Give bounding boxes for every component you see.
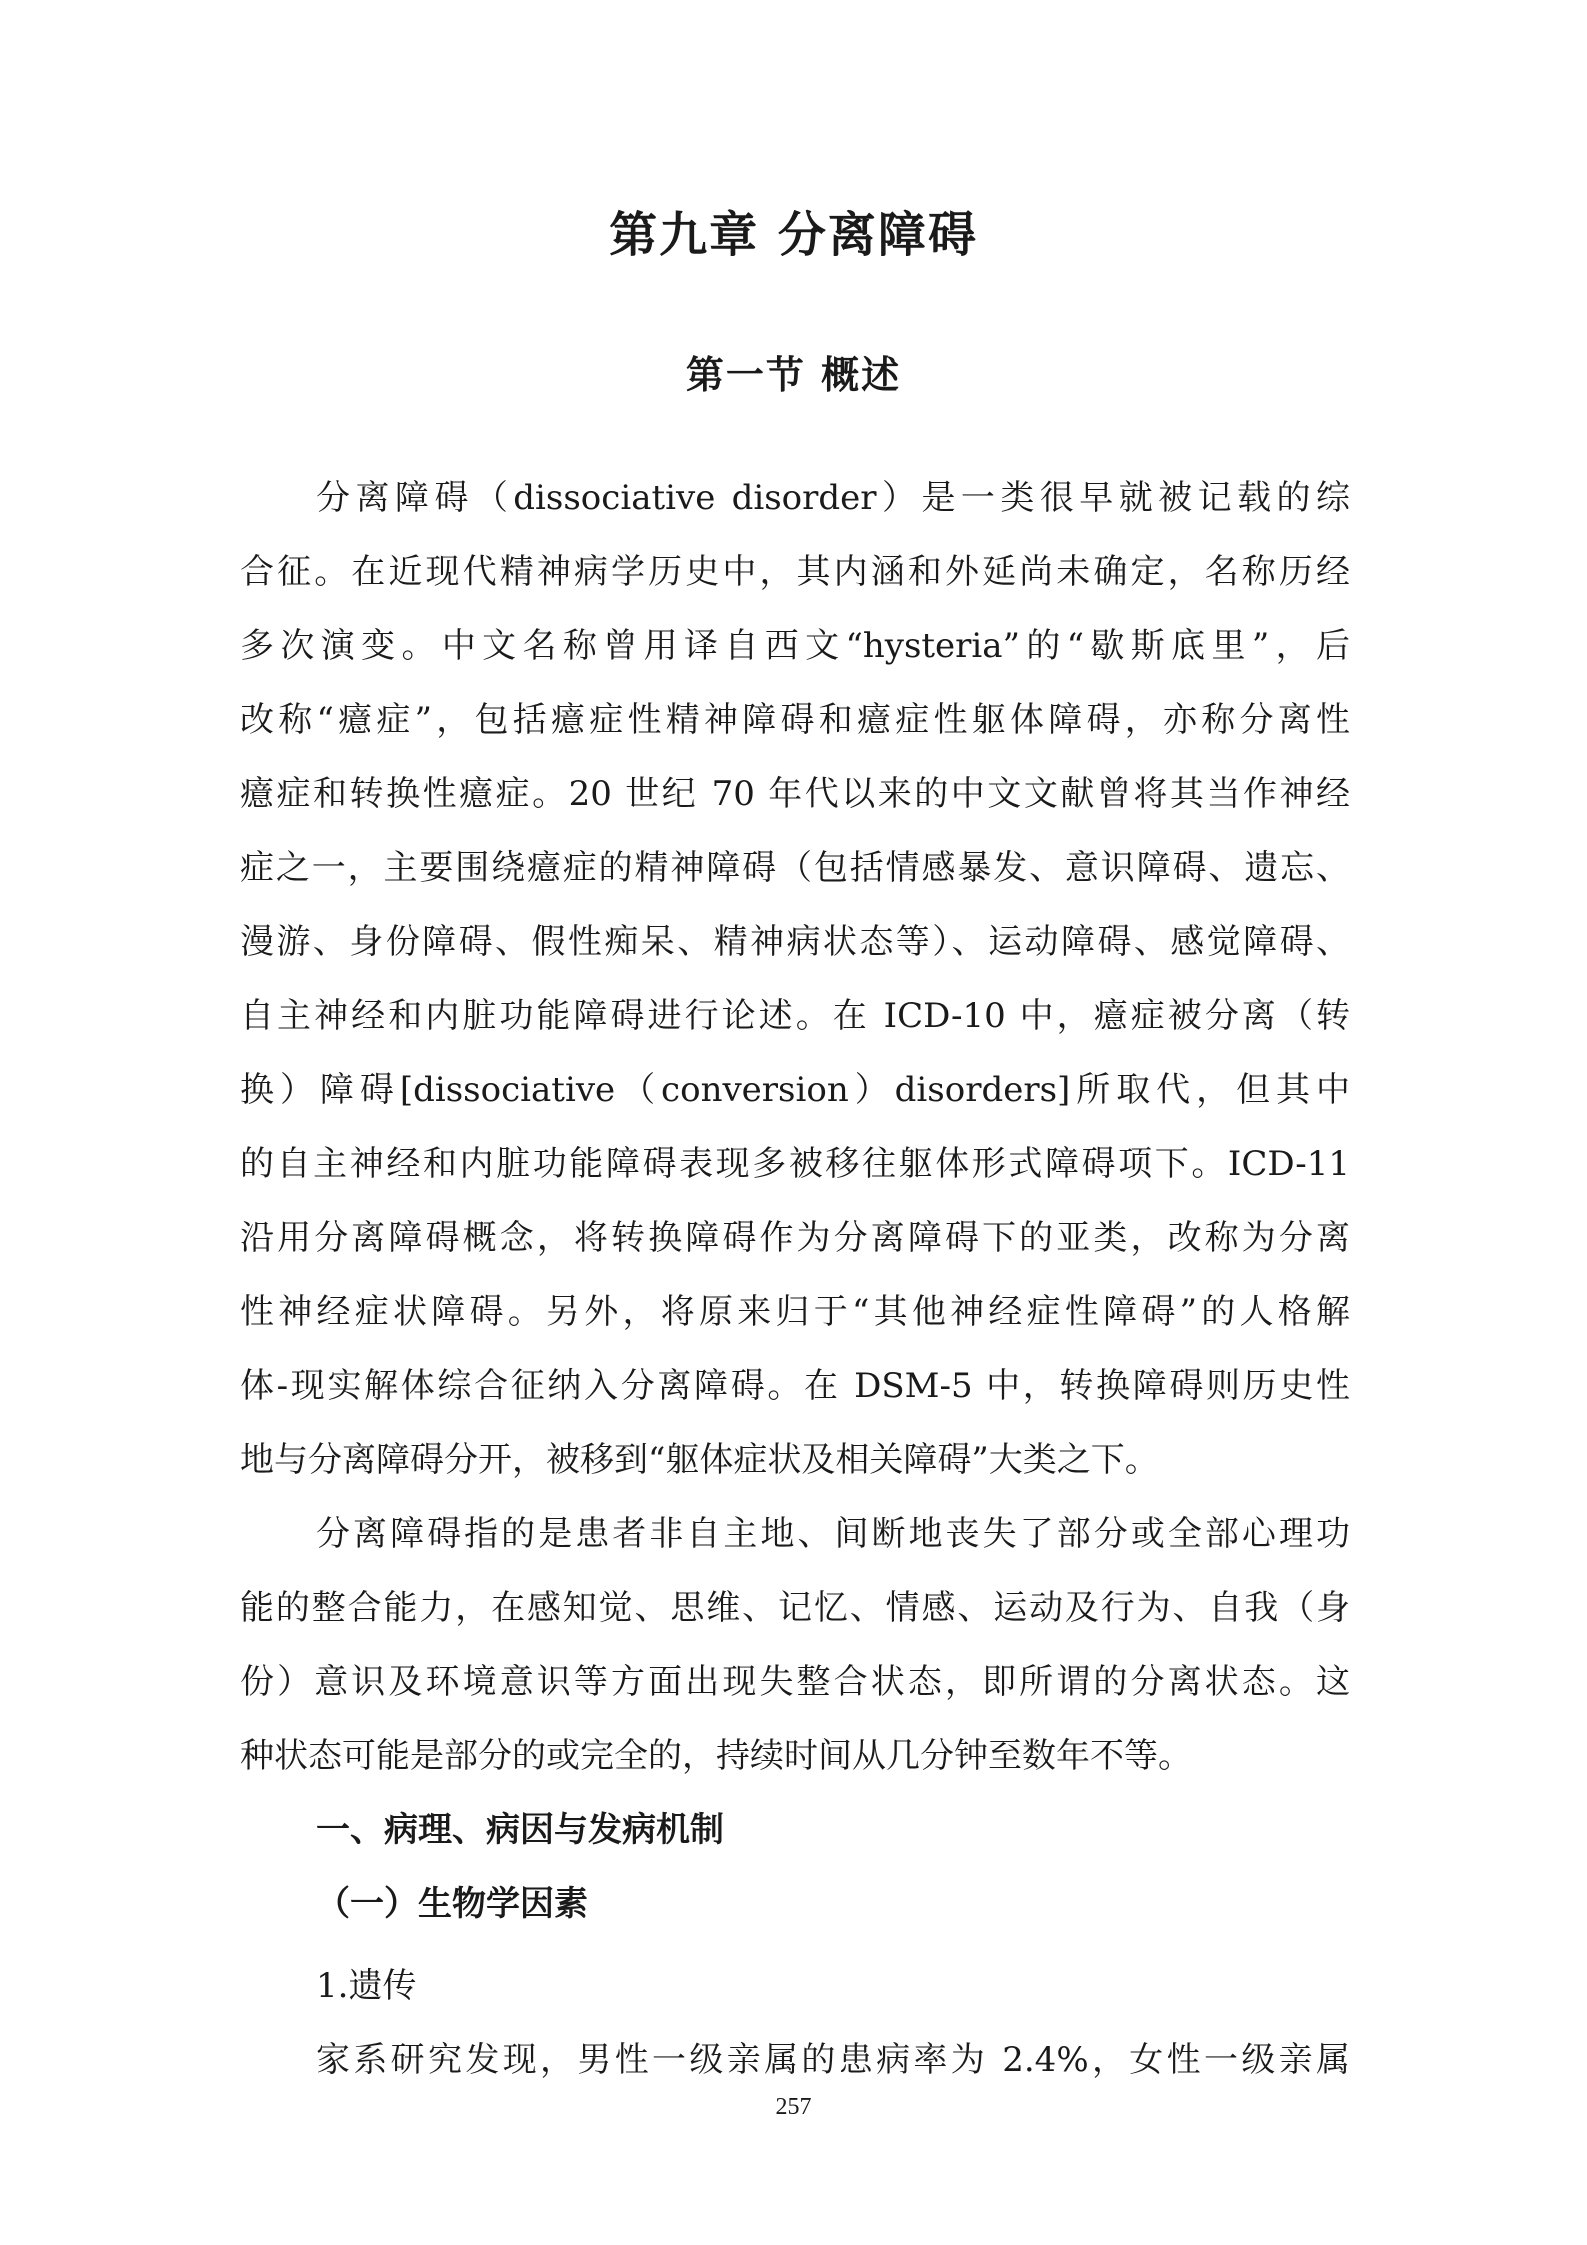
paragraph-line: 家系研究发现，男性一级亲属的患病率为 2.4%，女性一级亲属 (316, 2040, 1350, 2080)
paragraph-line: 体-现实解体综合征纳入分离障碍。在 DSM-5 中，转换障碍则历史性 (240, 1366, 1350, 1406)
paragraph-line: 多次演变。中文名称曾用译自西文“hysteria”的“歇斯底里”，后 (240, 626, 1350, 666)
chapter-title: 第九章 分离障碍 (609, 207, 978, 263)
heading-level2: （一）生物学因素 (316, 1884, 588, 1924)
paragraph-line: 沿用分离障碍概念，将转换障碍作为分离障碍下的亚类，改称为分离 (240, 1218, 1350, 1258)
paragraph-line: 性神经症状障碍。另外，将原来归于“其他神经症性障碍”的人格解 (240, 1292, 1350, 1332)
paragraph-line: 种状态可能是部分的或完全的，持续时间从几分钟至数年不等。 (240, 1736, 1192, 1776)
paragraph-line: 能的整合能力，在感知觉、思维、记忆、情感、运动及行为、自我（身 (240, 1588, 1350, 1628)
heading-level1: 一、病理、病因与发病机制 (316, 1810, 724, 1850)
paragraph-line: 份）意识及环境意识等方面出现失整合状态，即所谓的分离状态。这 (240, 1662, 1350, 1702)
paragraph-line: 癔症和转换性癔症。20 世纪 70 年代以来的中文文献曾将其当作神经 (240, 774, 1350, 814)
paragraph-line: 合征。在近现代精神病学历史中，其内涵和外延尚未确定，名称历经 (240, 552, 1350, 592)
page-number: 257 (775, 2094, 812, 2120)
paragraph-line: 漫游、身份障碍、假性痴呆、精神病状态等）、运动障碍、感觉障碍、 (240, 922, 1350, 962)
heading-level3: 1.遗传 (316, 1966, 417, 2006)
paragraph-line: 改称“癔症”，包括癔症性精神障碍和癔症性躯体障碍，亦称分离性 (240, 700, 1350, 740)
section-title: 第一节 概述 (685, 353, 902, 397)
paragraph-line: 分离障碍（dissociative disorder）是一类很早就被记载的综 (316, 478, 1350, 518)
paragraph-line: 自主神经和内脏功能障碍进行论述。在 ICD-10 中，癔症被分离（转 (240, 996, 1350, 1036)
paragraph-line: 分离障碍指的是患者非自主地、间断地丧失了部分或全部心理功 (316, 1514, 1350, 1554)
paragraph-line: 症之一，主要围绕癔症的精神障碍（包括情感暴发、意识障碍、遗忘、 (240, 848, 1350, 888)
paragraph-line: 的自主神经和内脏功能障碍表现多被移往躯体形式障碍项下。ICD-11 (240, 1144, 1350, 1184)
paragraph-line: 地与分离障碍分开，被移到“躯体症状及相关障碍”大类之下。 (240, 1440, 1159, 1480)
paragraph-line: 换）障碍[dissociative（conversion）disorders]所取代，但其中 (240, 1070, 1350, 1110)
